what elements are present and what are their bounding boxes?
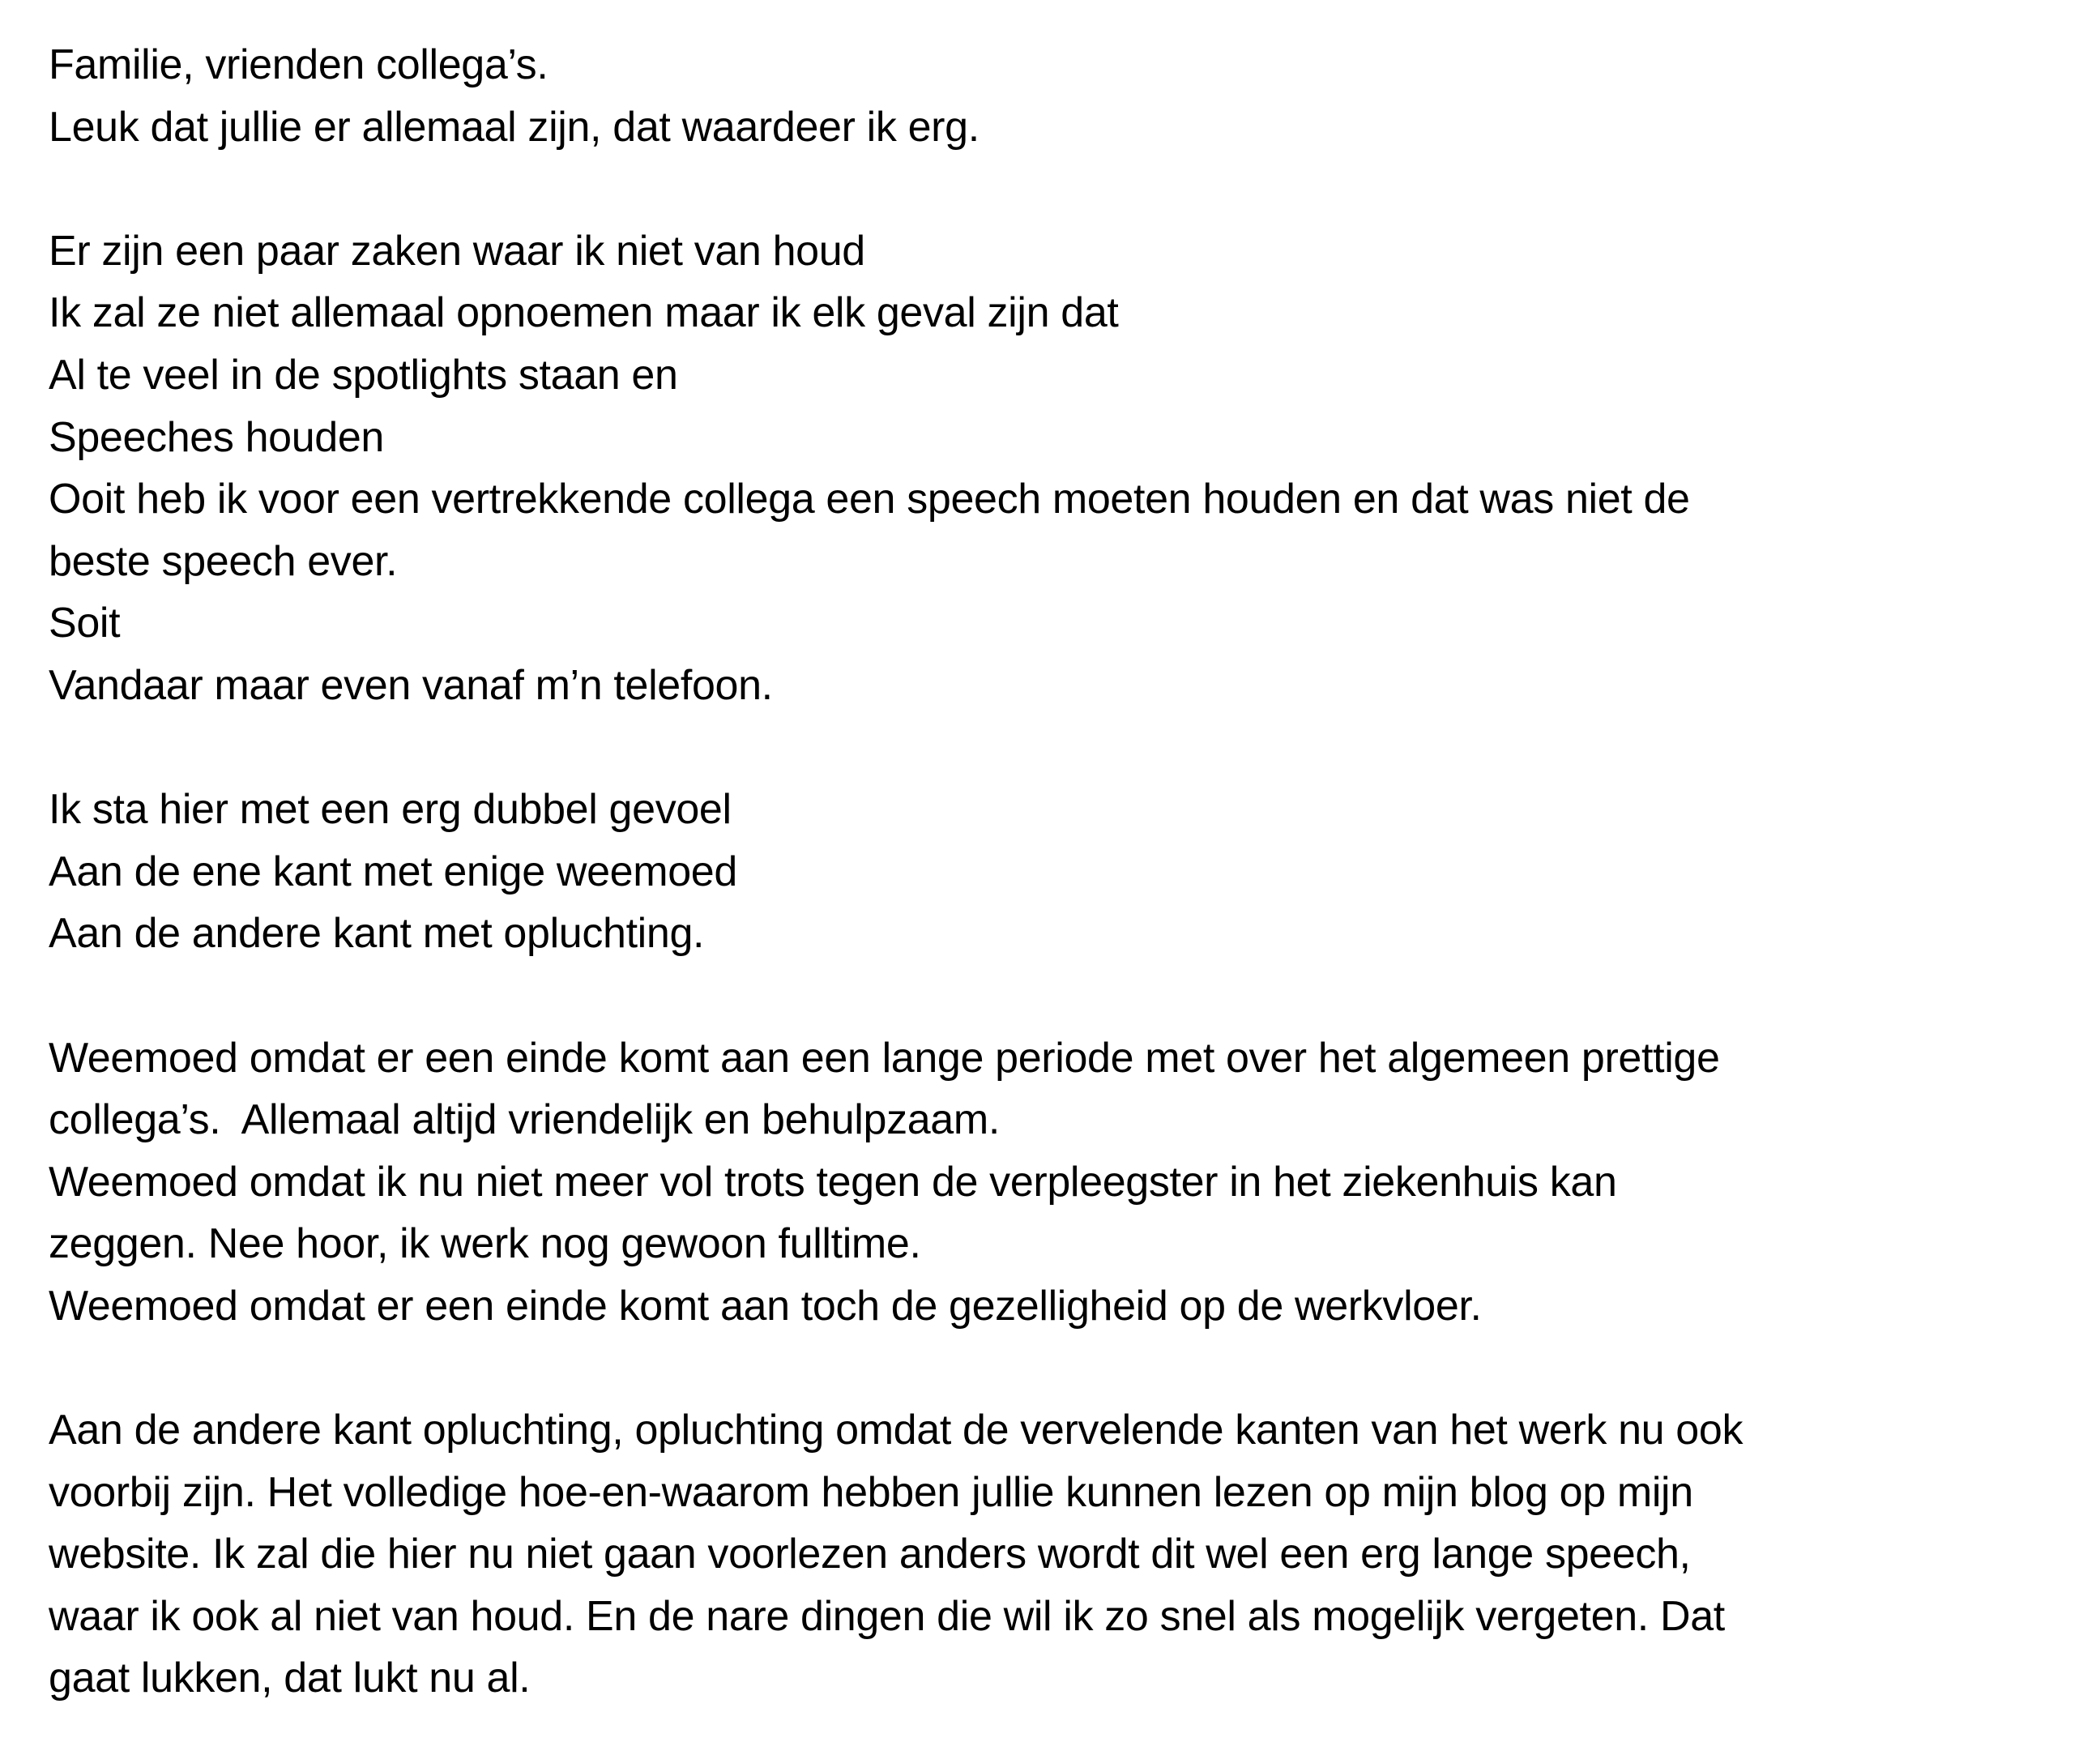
blank-line <box>49 717 2050 779</box>
text-line: Aan de andere kant opluchting, opluchting omdat de vervelende kanten van het werk nu ook <box>49 1407 1744 1454</box>
text-line: Aan de andere kant met opluchting. <box>49 910 705 958</box>
text-line: Leuk dat jullie er allemaal zijn, dat waardeer ik erg. <box>49 103 980 151</box>
blank-line <box>49 1337 2050 1399</box>
text-line: beste speech ever. <box>49 537 398 585</box>
document-body <box>49 34 2050 1710</box>
blank-line <box>49 965 2050 1027</box>
text-line: Vandaar maar even vanaf m’n telefoon. <box>49 661 773 709</box>
text-line: collega’s. Allemaal altijd vriendelijk en behulpzaam. <box>49 1096 1000 1144</box>
text-line: Ooit heb ik voor een vertrekkende collega een speech moeten houden en dat was niet de <box>49 476 1690 523</box>
blank-line <box>49 158 2050 220</box>
text-line: Familie, vrienden collega’s. <box>49 41 548 88</box>
text-line: Aan de ene kant met enige weemoed <box>49 848 737 895</box>
text-line: Ik zal ze niet allemaal opnoemen maar ik elk geval zijn dat <box>49 289 1119 337</box>
text-line: Weemoed omdat ik nu niet meer vol trots tegen de verpleegster in het ziekenhuis kan <box>49 1158 1617 1206</box>
text-line: Ik sta hier met een erg dubbel gevoel <box>49 786 732 834</box>
text-line: Weemoed omdat er een einde komt aan een lange periode met over het algemeen prettige <box>49 1034 1720 1082</box>
text-line: Weemoed omdat er een einde komt aan toch de gezelligheid op de werkvloer. <box>49 1282 1482 1330</box>
text-line: waar ik ook al niet van houd. En de nare dingen die wil ik zo snel als mogelijk vergeten. Dat <box>49 1592 1725 1640</box>
text-line: Soit <box>49 600 121 647</box>
text-line: voorbij zijn. Het volledige hoe-en-waarom hebben jullie kunnen lezen op mijn blog op mijn <box>49 1468 1693 1516</box>
text-line: website. Ik zal die hier nu niet gaan voorlezen anders wordt dit wel een erg lange speech, <box>49 1531 1691 1578</box>
text-line: Speeches houden <box>49 413 385 461</box>
text-line: Er zijn een paar zaken waar ik niet van houd <box>49 227 865 275</box>
text-line: gaat lukken, dat lukt nu al. <box>49 1655 531 1702</box>
text-line: Al te veel in de spotlights staan en <box>49 351 678 399</box>
text-line: zeggen. Nee hoor, ik werk nog gewoon fulltime. <box>49 1220 921 1268</box>
